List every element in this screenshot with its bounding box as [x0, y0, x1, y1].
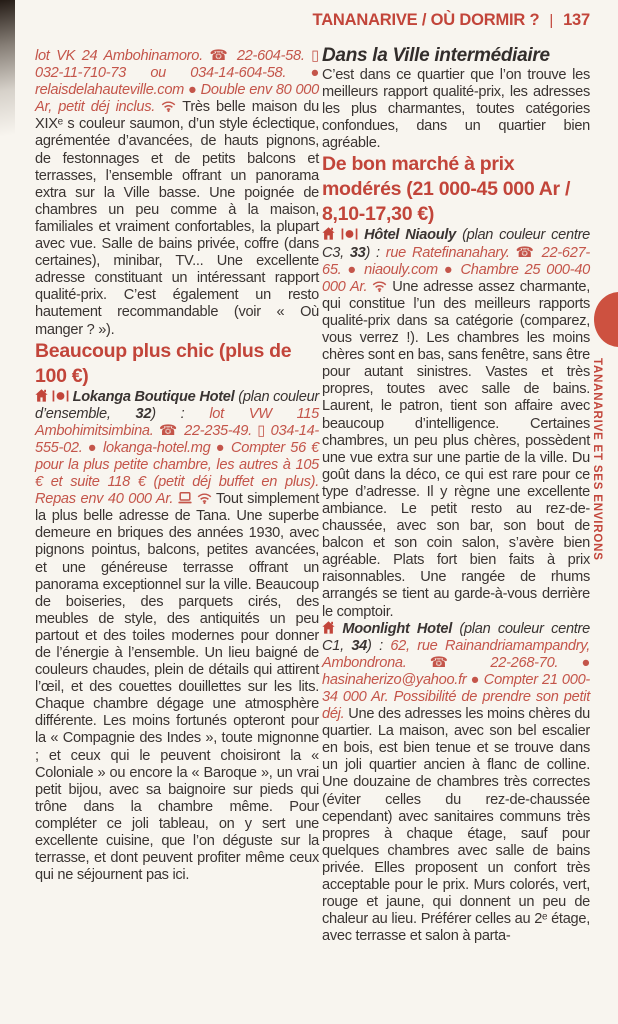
page-number: 137: [563, 11, 590, 29]
hotel-entry-lokanga: [35, 389, 319, 885]
hotel-entry-moonlight: [322, 621, 590, 946]
contact-info-text: lot VK 24 Ambohinamoro. ☎ 22-604-58. ▯ 032-11-710-73 ou 034-14-604-58. ● relaisdelahauteville.com ● Double env 80 000 Ar, petit déj inclus.: [35, 48, 319, 116]
chapter-margin-label: TANANARIVE ET SES ENVIRONS: [591, 358, 603, 561]
plan-ref: (plan couleur centre C3,: [322, 227, 591, 261]
district-intro: C’est dans ce quartier que l’on trouve les meilleurs rapport qualité-prix, les adresses les plus charmantes, toutes catégories confondues, dans un quartier bien agréable.: [322, 67, 590, 152]
description-text: Une des adresses les moins chères du quartier. La maison, avec son bel escalier en bois, est bien tenue et se trouve dans un joli quartier ancien à flanc de colline. Une douzaine de chambres très correctes (éviter celles du rez-de-chaussée cependant) avec sanitaires communs très propres à chaque étage, sauf pour quelques chambres avec salle de bains privée. Elles proposent un confort très acceptable pour le prix. Murs colorés, vert, rouge et jaune, qui donnent un peu de chaleur au lieu. Préférer celles au 2ᵉ étage, avec terrasse et salon à parta-: [322, 706, 590, 945]
header-separator: |: [549, 12, 554, 29]
wifi-icon: [161, 100, 176, 112]
hotel-name: Lokanga Boutique Hotel: [72, 388, 235, 405]
plan-ref: (plan couleur centre C1,: [322, 620, 590, 654]
right-column: [322, 44, 590, 945]
hotel-entry-niaouly: [322, 227, 590, 620]
section-title-ville-intermediaire: Dans la Ville intermédiaire: [322, 45, 550, 66]
page-header: [313, 11, 590, 30]
wifi-icon: [372, 280, 387, 292]
left-column: [35, 48, 319, 884]
plan-ref: (plan couleur d’ensemble,: [35, 388, 320, 422]
description-text: Tout simplement la plus belle adresse de Tana. Une superbe demeure en briques des années 1930, avec pignons pointus, balcons, petites avancées, et une généreuse terrasse offrant un panorama exceptionnel sur la ville. Beaucoup de boiseries, des parquets cirés, des meubles de style, des antiquités un peu partout et des toiles modernes pour donner de l’énergie à l’ensemble. Un lieu baigné de couleurs chaudes, plein de détails qui attirent l’œil, et des couettes douillettes sur les lits. Chaque chambre dégage une atmosphère différente. Les moins fortunés opteront pour la « Compagnie des Indes », toute mignonne ; et ceux qui le peuvent choisiront la « Coloniale » ou encore la « Baroque », un vrai petit bijou, avec sa baignoire sur pieds qui trône dans la chambre même. Pour compléter ce joli tableau, on y sert une excellente cuisine, que l’on déguste sur la terrasse, et dont peuvent profiter même ceux qui ne séjournent pas ici.: [35, 491, 319, 884]
wifi-icon: [197, 492, 212, 504]
plan-number: 33: [349, 244, 366, 261]
description-text: Très belle maison du XIXᵉ s couleur saumon, d’un style éclectique, agrémentée d’avancées, de hauts pignons, de festonnages et de petits balcons et terrasses, l’ensemble offrant un panorama extra sur la Ville basse. Une poignée de chambres un peu comme à la maison, familiales et vraiment confortables, la plupart avec vue. Salle de bains privée, coffre (dans certaines), minibar, TV... Une excellente adresse constituant un intéressant rapport qualité-prix. C’est également un resto hautement recommandable (voir « Où manger ? »).: [35, 99, 320, 338]
restaurant-icon: [341, 228, 358, 240]
plan-ref-close: ) :: [151, 405, 210, 422]
hotel-icon: [322, 227, 335, 240]
scan-shadow-artifact: [0, 0, 15, 150]
contact-info-text: rue Ratefinanahary. ☎ 22-627-65. ● niaouly.com ● Chambre 25 000-40 000 Ar.: [322, 244, 590, 295]
plan-ref-close: ) :: [365, 244, 386, 261]
restaurant-icon: [52, 390, 69, 402]
contact-info-text: lot VW 115 Ambohimitsimbina. ☎ 22-235-49. ▯ 034-14-555-02. ● lokanga-hotel.mg ● Compter 56 € pour la plus petite chambre, les autres à 105 € et suite 118 € (petit déj buffet en plus). Repas env 40 000 Ar.: [35, 405, 320, 508]
running-title: TANANARIVE / OÙ DORMIR ?: [312, 11, 540, 29]
hotel-name: Hôtel Niaouly: [364, 227, 457, 244]
contact-info-text: 62, rue Rainandriamampandry, Ambondrona. ☎ 22-268-70. ● hasinaherizo@yahoo.fr ● Compter 21 000-34 000 Ar. Possibilité de prendre son petit déj.: [322, 637, 590, 723]
relais-entry-continuation: [35, 48, 319, 339]
price-category-heading: De bon marché à prix modérés (21 000-45 000 Ar / 8,10-17,30 €): [322, 153, 571, 226]
description-text: Une adresse assez charmante, qui constitue l’un des meilleurs rapports qualité-prix dans sa catégorie (comparez, vous verrez !). Les chambres les moins chères sont en bas, sans fenêtre, sans être pour autant sinistres. Vastes et très propres, toutes avec salle de bains. Laurent, le patron, tient son affaire avec beaucoup d’intelligence. Certaines chambres, un peu plus chères, possèdent une vue extra sur une partie de la ville. Du goût dans la déco, ce qui est rare pour ce type d’adresse. Il y règne une excellente ambiance. Le petit resto au rez-de-chaussée, avec son bar, son bout de balcon et son coin salon, s’avère bien agréable. Plats fort bien faits à prix raisonnables. Une rangée de rhums arrangés se tient au garde-à-vous derrière le comptoir.: [322, 278, 590, 620]
plan-number: 32: [135, 405, 152, 422]
plan-ref-close: ) :: [367, 637, 391, 654]
hotel-icon: [322, 621, 335, 634]
page-edge-tab-circle: [594, 292, 618, 347]
plan-number: 34: [351, 637, 368, 654]
hotel-icon: [35, 389, 48, 402]
hotel-name: Moonlight Hotel: [342, 620, 453, 637]
section-heading-chic: Beaucoup plus chic (plus de 100 €): [35, 339, 292, 387]
internet-icon: [178, 492, 192, 504]
